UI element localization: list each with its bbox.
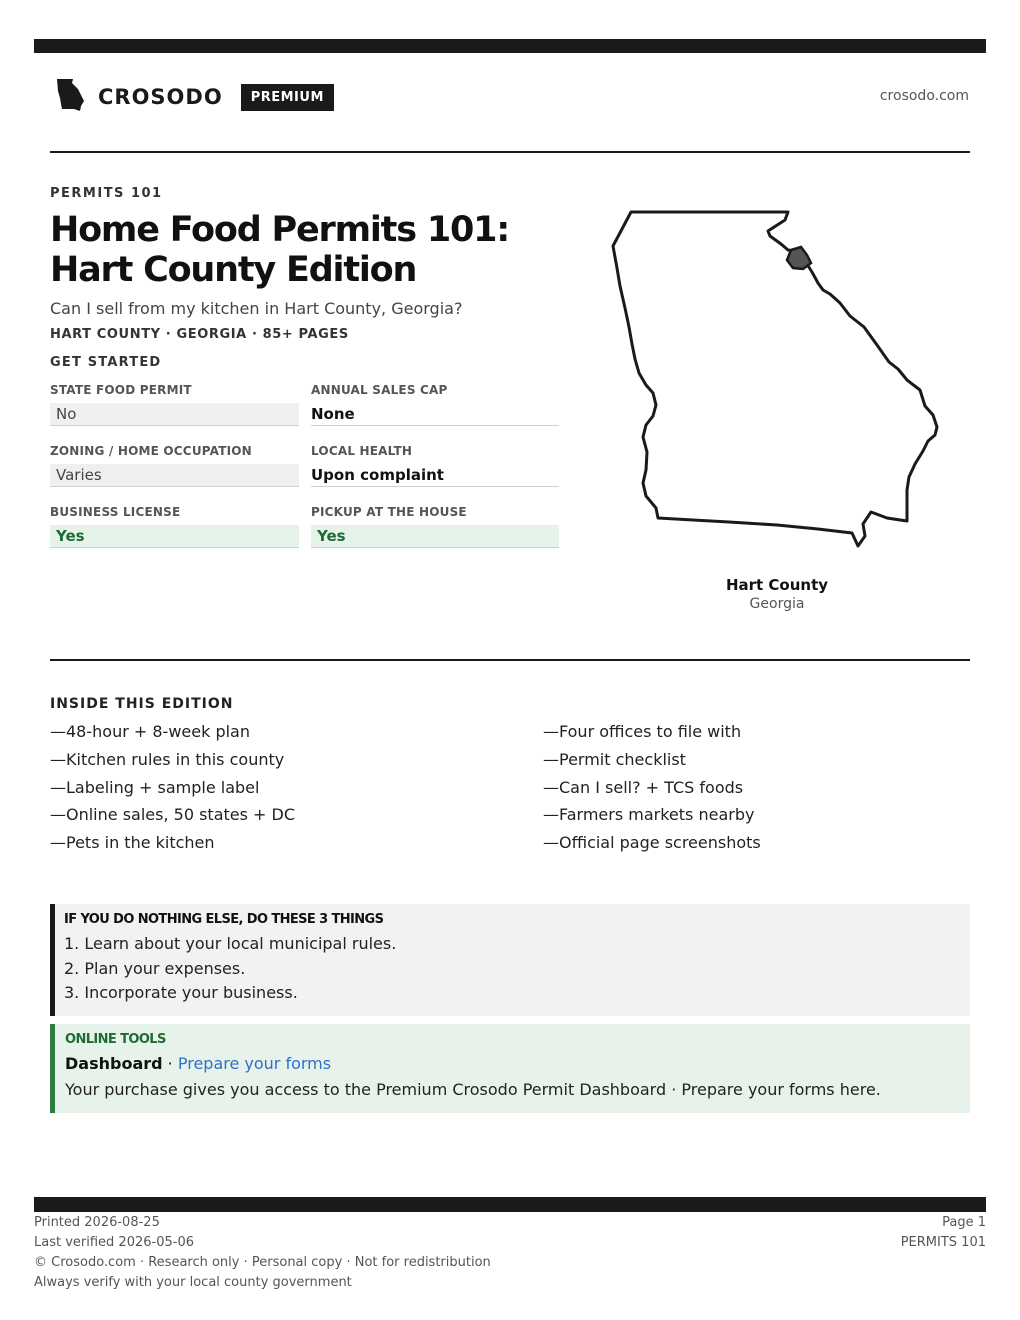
online-tools-callout xyxy=(50,1024,970,1113)
site-url[interactable]: crosodo.com xyxy=(879,88,969,104)
page-title: Home Food Permits 101: Hart County Edition xyxy=(50,210,510,290)
tools-heading: ONLINE TOOLS xyxy=(65,1032,166,1047)
georgia-state-silhouette-icon xyxy=(54,78,88,116)
list-item: —Farmers markets nearby xyxy=(543,805,755,825)
get-started-heading: GET STARTED xyxy=(50,355,162,370)
fact-label: ZONING / HOME OCCUPATION xyxy=(50,444,252,458)
footer-left xyxy=(34,1213,491,1293)
three-things-callout xyxy=(50,904,970,1016)
fact-label: LOCAL HEALTH xyxy=(311,444,413,458)
fact-local-health xyxy=(311,443,559,504)
inside-edition-heading: INSIDE THIS EDITION xyxy=(50,696,234,712)
list-item: —Can I sell? + TCS foods xyxy=(543,777,744,797)
georgia-state-outline xyxy=(613,212,937,546)
footer-right xyxy=(901,1213,986,1253)
fact-label: PICKUP AT THE HOUSE xyxy=(311,505,467,519)
callout-heading: IF YOU DO NOTHING ELSE, DO THESE 3 THINGS xyxy=(64,912,384,927)
printed-date: Printed 2026-08-25 xyxy=(34,1215,160,1230)
hart-county-highlight[interactable] xyxy=(787,247,811,269)
list-item: —Pets in the kitchen xyxy=(50,833,215,853)
fact-value: Yes xyxy=(311,525,559,548)
separator: · xyxy=(162,1054,178,1073)
list-item: 1. Learn about your local municipal rules. xyxy=(64,934,397,953)
list-item: —48-hour + 8-week plan xyxy=(50,722,250,741)
dashboard-label: Dashboard xyxy=(65,1054,163,1073)
map-county-name: Hart County xyxy=(725,576,829,594)
disclaimer: Always verify with your local county government xyxy=(34,1275,352,1290)
callout-list xyxy=(64,934,970,1008)
footer-bar xyxy=(34,1197,986,1212)
fact-label: BUSINESS LICENSE xyxy=(50,505,181,519)
county-map xyxy=(605,205,950,555)
top-bar xyxy=(34,39,986,53)
list-item: —Permit checklist xyxy=(543,749,686,769)
list-item: 2. Plan your expenses. xyxy=(64,958,246,978)
tools-description: Your purchase gives you access to the Premium Crosodo Permit Dashboard · Prepare your forms here. xyxy=(65,1080,881,1099)
list-item: —Official page screenshots xyxy=(543,833,761,853)
tools-line xyxy=(65,1054,970,1080)
list-item: —Labeling + sample label xyxy=(50,777,260,797)
quick-facts-grid xyxy=(50,382,559,565)
inside-list-left xyxy=(50,722,295,861)
copyright: © Crosodo.com · Research only · Personal copy · Not for redistribution xyxy=(34,1255,491,1270)
brand-name: CROSODO xyxy=(98,85,223,109)
map-caption xyxy=(677,576,877,612)
fact-annual-sales-cap xyxy=(311,382,559,443)
fact-pickup-at-house xyxy=(311,504,559,565)
fact-value: None xyxy=(311,403,559,426)
page-number: Page 1 xyxy=(942,1215,986,1230)
footer-section: PERMITS 101 xyxy=(900,1235,986,1250)
inside-list-right xyxy=(543,722,761,861)
fact-value: Yes xyxy=(50,525,299,548)
list-item: —Online sales, 50 states + DC xyxy=(50,805,296,825)
section-kicker: PERMITS 101 xyxy=(50,186,163,201)
fact-label: STATE FOOD PERMIT xyxy=(50,383,192,397)
list-item: —Kitchen rules in this county xyxy=(50,749,285,769)
brand[interactable] xyxy=(54,80,334,114)
fact-value: Varies xyxy=(50,464,299,487)
section-divider xyxy=(50,659,970,661)
fact-zoning xyxy=(50,443,299,504)
page-subtitle: Can I sell from my kitchen in Hart County, Georgia? xyxy=(50,299,463,318)
fact-label: ANNUAL SALES CAP xyxy=(311,383,448,397)
verified-date: Last verified 2026-05-06 xyxy=(34,1235,194,1250)
list-item: —Four offices to file with xyxy=(543,722,742,741)
header-divider xyxy=(50,151,970,153)
premium-badge: PREMIUM xyxy=(241,84,334,111)
map-state-name: Georgia xyxy=(749,596,805,612)
list-item: 3. Incorporate your business. xyxy=(64,983,298,1002)
fact-value: Upon complaint xyxy=(311,464,559,487)
prepare-forms-link[interactable]: Prepare your forms xyxy=(177,1054,332,1073)
fact-value: No xyxy=(50,403,299,426)
edition-meta: HART COUNTY · GEORGIA · 85+ PAGES xyxy=(50,327,349,342)
fact-state-food-permit xyxy=(50,382,299,443)
fact-business-license xyxy=(50,504,299,565)
